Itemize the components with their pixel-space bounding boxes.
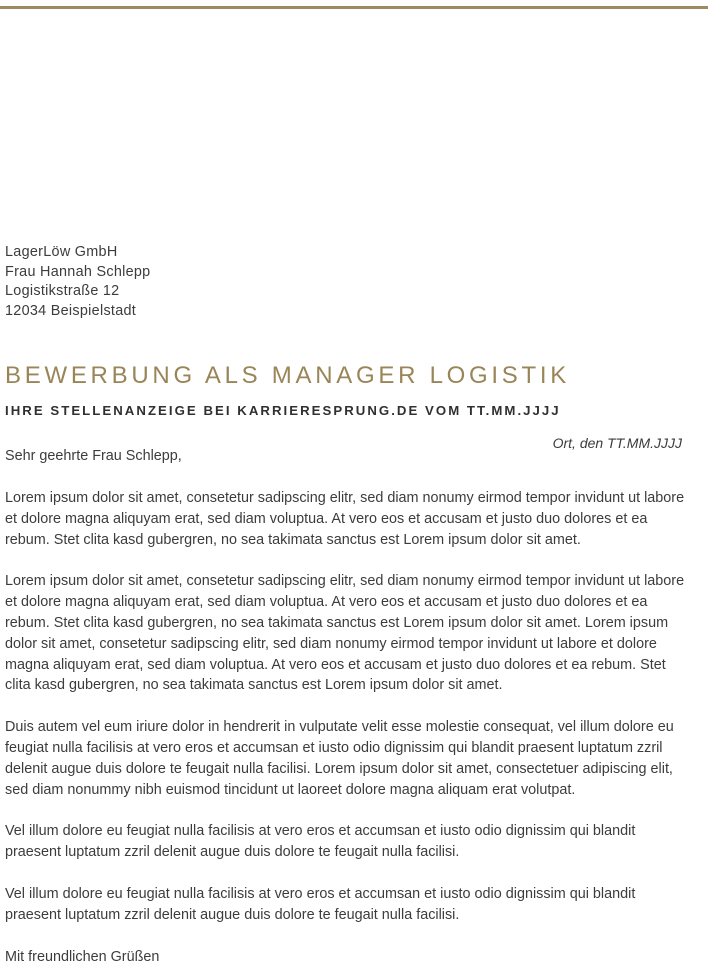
address-line-company: LagerLöw GmbH (5, 244, 118, 260)
place-and-date: Ort, den TT.MM.JJJJ (552, 435, 682, 451)
body-paragraph: Vel illum dolore eu feugiat nulla facilisis at vero eros et accumsan et iusto odio dignissim qui blandit praesent luptatum zzril delenit augue duis dolore te feugait nulla facilisi. (5, 823, 636, 861)
letter-content (5, 0, 693, 963)
salutation: Sehr geehrte Frau Schlepp, (5, 448, 182, 464)
page-subtitle: IHRE STELLENANZEIGE BEI KARRIERESPRUNG.DE VOM TT.MM.JJJJ (5, 403, 561, 418)
page-title: BEWERBUNG ALS MANAGER LOGISTIK (5, 362, 571, 389)
address-line-contact-person: Frau Hannah Schlepp (5, 263, 151, 280)
address-line-street: Logistikstraße 12 (5, 283, 120, 299)
body-paragraph: Lorem ipsum dolor sit amet, consetetur sadipscing elitr, sed diam nonumy eirmod tempor invidunt ut labore et dolore magna aliquyam erat, sed diam voluptua. At vero eos et accusam et justo duo dolores et ea rebum. Stet clita kasd gubergren, no sea takimata sanctus est Lorem ipsum dolor sit amet. (5, 490, 685, 548)
body-paragraph: Lorem ipsum dolor sit amet, consetetur sadipscing elitr, sed diam nonumy eirmod tempor invidunt ut labore et dolore magna aliquyam erat, sed diam voluptua. At vero eos et accusam et justo duo dolores et ea rebum. Stet clita kasd gubergren, no sea takimata sanctus est Lorem ipsum dolor sit amet. Lorem ipsum dolor sit amet, consetetur sadipscing elitr, sed diam nonumy eirmod tempor invidunt ut labore et dolore magna aliquyam erat, sed diam voluptua. At vero eos et accusam et justo duo dolores et ea rebum. Stet clita kasd gubergren, no sea takimata sanctus est Lorem ipsum dolor sit amet. (5, 573, 685, 694)
address-line-city: 12034 Beispielstadt (5, 302, 137, 319)
body-paragraph: Duis autem vel eum iriure dolor in hendrerit in vulputate velit esse molestie consequat, vel illum dolore eu feugiat nulla facilisis at vero eros et accumsan et iusto odio dignissim qui blandit praesent luptatum zzril delenit augue duis dolore te feugait nulla facilisi. Lorem ipsum dolor sit amet, consectetuer adipiscing elit, sed diam nonummy nibh euismod tincidunt ut laoreet dolore magna aliquam erat volutpat. (5, 719, 674, 798)
body-paragraph: Vel illum dolore eu feugiat nulla facilisis at vero eros et accumsan et iusto odio dignissim qui blandit praesent luptatum zzril delenit augue duis dolore te feugait nulla facilisi. (5, 885, 636, 923)
recipient-address-block (5, 243, 693, 321)
closing-greeting: Mit freundlichen Grüßen (5, 948, 160, 963)
letter-body (5, 488, 693, 963)
letterhead-whitespace (5, 0, 693, 243)
